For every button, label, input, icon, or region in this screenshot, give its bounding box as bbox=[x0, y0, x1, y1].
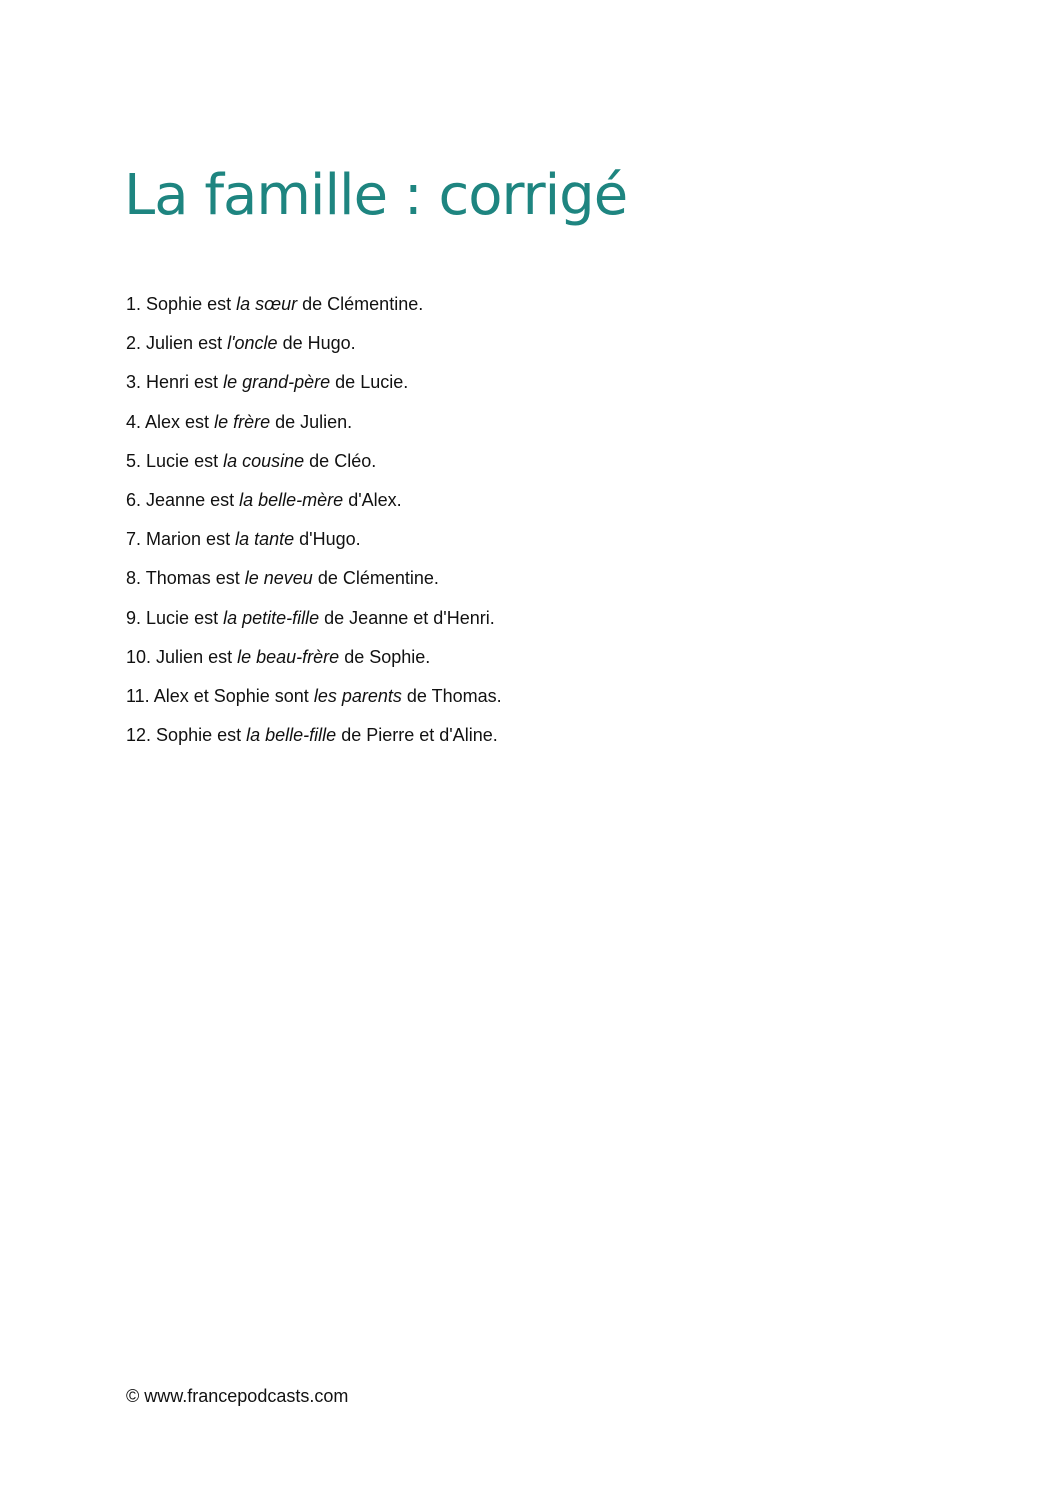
answer-subject: Julien est bbox=[146, 333, 223, 354]
answer-subject: Marion est bbox=[146, 529, 231, 550]
answer-item bbox=[126, 683, 502, 722]
answer-number: 4. bbox=[126, 411, 142, 432]
answer-term: la belle-mère bbox=[239, 489, 344, 510]
answer-number: 6. bbox=[126, 489, 142, 510]
answer-subject: Alex est bbox=[145, 411, 210, 432]
answer-term: le grand-père bbox=[223, 372, 331, 393]
answer-term: les parents bbox=[313, 685, 402, 706]
answer-number: 5. bbox=[126, 450, 142, 471]
answer-item bbox=[126, 409, 502, 448]
answer-term: la cousine bbox=[223, 450, 305, 471]
answer-complement: de Julien. bbox=[275, 411, 353, 432]
answer-complement: de Sophie. bbox=[344, 646, 431, 667]
answer-term: la belle-fille bbox=[246, 725, 337, 746]
answer-number: 12. bbox=[126, 725, 152, 746]
answer-complement: de Pierre et d'Aline. bbox=[341, 725, 498, 746]
answer-complement: de Lucie. bbox=[335, 372, 409, 393]
answer-complement: d'Alex. bbox=[348, 489, 402, 510]
answer-complement: de Thomas. bbox=[406, 685, 502, 706]
answer-number: 9. bbox=[126, 607, 142, 628]
answer-subject: Sophie est bbox=[146, 294, 232, 314]
answer-complement: de Clémentine. bbox=[317, 568, 439, 589]
answer-term: le neveu bbox=[244, 568, 313, 589]
answer-subject: Henri est bbox=[146, 372, 219, 393]
answer-subject: Jeanne est bbox=[146, 489, 235, 510]
answer-number: 10. bbox=[126, 646, 152, 667]
page-title: La famille : corrigé bbox=[124, 163, 628, 228]
answer-item bbox=[126, 487, 502, 526]
answer-subject: Alex et Sophie sont bbox=[153, 685, 309, 706]
answer-term: la petite-fille bbox=[223, 607, 320, 628]
answer-item bbox=[126, 565, 502, 604]
answer-term: le beau-frère bbox=[237, 646, 340, 667]
answer-number: 7. bbox=[126, 529, 142, 550]
answer-item bbox=[126, 369, 502, 408]
answer-term: la tante bbox=[235, 529, 295, 550]
answer-item bbox=[126, 330, 502, 369]
answer-item bbox=[126, 605, 502, 644]
answer-number: 2. bbox=[126, 333, 142, 354]
answer-subject: Lucie est bbox=[146, 607, 219, 628]
answer-complement: de Jeanne et d'Henri. bbox=[324, 607, 495, 628]
answer-list bbox=[126, 291, 502, 761]
answer-item bbox=[126, 644, 502, 683]
answer-complement: d'Hugo. bbox=[299, 529, 361, 550]
answer-subject: Lucie est bbox=[146, 450, 219, 471]
answer-number: 1. bbox=[126, 294, 142, 314]
answer-number: 8. bbox=[126, 568, 142, 589]
answer-item bbox=[126, 722, 502, 761]
answer-term: le frère bbox=[214, 411, 271, 432]
answer-subject: Thomas est bbox=[145, 568, 240, 589]
copyright-footer: © www.francepodcasts.com bbox=[126, 1386, 349, 1406]
answer-item bbox=[126, 526, 502, 565]
answer-term: la sœur bbox=[236, 294, 298, 314]
answer-number: 11. bbox=[126, 685, 150, 706]
answer-complement: de Clémentine. bbox=[302, 294, 424, 314]
answer-term: l'oncle bbox=[227, 333, 278, 354]
answer-subject: Sophie est bbox=[156, 725, 242, 746]
answer-item bbox=[126, 448, 502, 487]
answer-item bbox=[126, 291, 502, 330]
answer-complement: de Hugo. bbox=[282, 333, 356, 354]
answer-subject: Julien est bbox=[156, 646, 233, 667]
answer-complement: de Cléo. bbox=[309, 450, 377, 471]
answer-number: 3. bbox=[126, 372, 142, 393]
